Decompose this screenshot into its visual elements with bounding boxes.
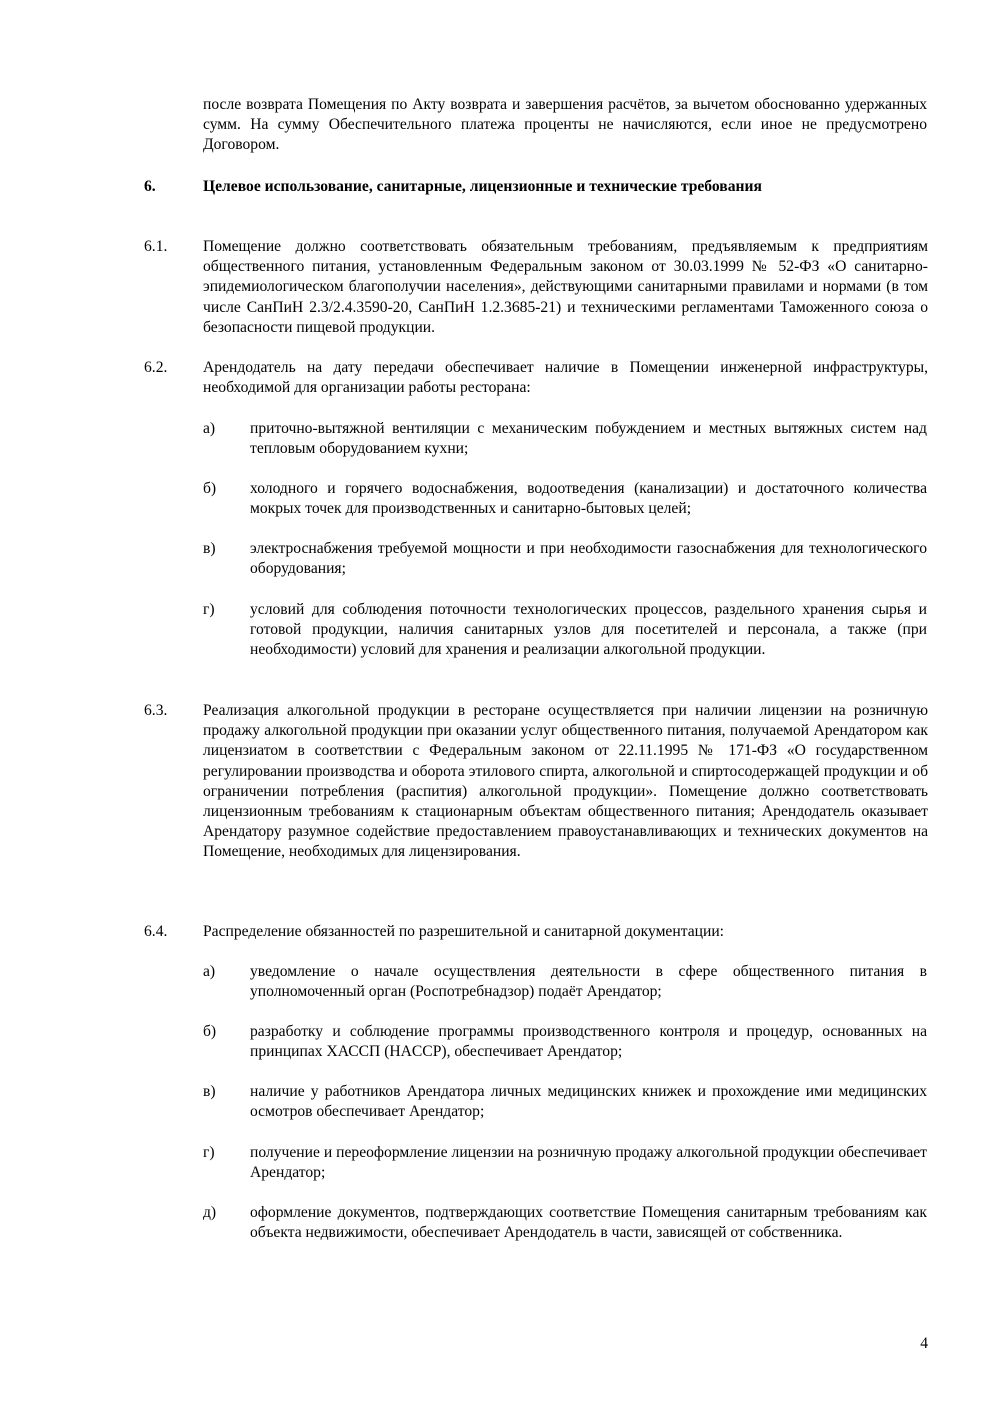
list-item-text: получение и переоформление лицензии на розничную продажу алкогольной продукции обеспечивает Арендатор;: [250, 1144, 927, 1182]
section-title: Целевое использование, санитарные, лицензионные и технические требования: [203, 178, 762, 195]
list-item-6-2-b: [203, 479, 927, 519]
list-item-letter: б): [203, 1023, 217, 1040]
list-item-text: холодного и горячего водоснабжения, водоотведения (канализации) и достаточного количества мокрых точек для производственных и санитарно-бытовых целей;: [250, 480, 927, 518]
list-item-letter: в): [203, 540, 216, 557]
list-item-6-4-d: [203, 1203, 927, 1243]
list-item-text: условий для соблюдения поточности технологических процессов, раздельного хранения сырья и готовой продукции, наличия санитарных узлов для посетителей и персонала, а также (при необходимости) условий для хранения и реализации алкогольной продукции.: [250, 601, 927, 659]
list-item-letter: г): [203, 1144, 215, 1161]
list-item-text: наличие у работников Арендатора личных медицинских книжек и прохождение ими медицинских осмотров обеспечивает Арендатор;: [250, 1083, 927, 1121]
list-item-letter: в): [203, 1083, 216, 1100]
section-number: 6.: [144, 178, 156, 195]
list-item-6-4-v: [203, 1082, 927, 1122]
list-item-text: разработку и соблюдение программы производственного контроля и процедур, основанных на принципах ХАССП (HACCP), обеспечивает Арендатор;: [250, 1023, 927, 1061]
list-item-letter: а): [203, 963, 216, 980]
list-item-6-2-a: [203, 419, 927, 459]
clause-6-1: [144, 237, 928, 338]
list-item-6-2-v: [203, 539, 927, 579]
clause-6-4: [144, 922, 928, 942]
clause-number: 6.2.: [144, 359, 168, 376]
list-item-text: электроснабжения требуемой мощности и при необходимости газоснабжения для технологического оборудования;: [250, 540, 927, 578]
clause-6-3: [144, 701, 928, 863]
clause-text: Реализация алкогольной продукции в ресторане осуществляется при наличии лицензии на розничную продажу алкогольной продукции при оказании услуг общественного питания, получаемой Арендатором как лицензиатом в соответствии с Федеральным законом от 22.11.1995 № 171-ФЗ «О государственном регулировании производства и оборота этилового спирта, алкогольной и спиртосодержащей продукции и об ограничении потребления (распития) алкогольной продукции». Помещение должно соответствовать лицензионным требованиям к стационарным объектам общественного питания; Арендодатель оказывает Арендатору разумное содействие предоставлением правоустанавливающих и технических документов на Помещение, необходимых для лицензирования.: [203, 702, 928, 861]
clause-6-2: [144, 358, 928, 398]
clause-number: 6.3.: [144, 702, 168, 719]
clause-number: 6.4.: [144, 923, 168, 940]
list-item-letter: б): [203, 480, 217, 497]
list-item-text: приточно-вытяжной вентиляции с механическим побуждением и местных вытяжных систем над тепловым оборудованием кухни;: [250, 420, 927, 458]
list-item-6-4-b: [203, 1022, 927, 1062]
list-item-6-2-g: [203, 600, 927, 661]
intro-paragraph: после возврата Помещения по Акту возврата и завершения расчётов, за вычетом обоснованно удержанных сумм. На сумму Обеспечительного платежа проценты не начисляются, если иное не предусмотрено Договором.: [203, 96, 927, 154]
list-item-6-4-a: [203, 962, 927, 1002]
list-item-text: уведомление о начале осуществления деятельности в сфере общественного питания в уполномоченный орган (Роспотребнадзор) подаёт Арендатор;: [250, 963, 927, 1001]
list-item-6-4-g: [203, 1143, 927, 1183]
list-item-letter: а): [203, 420, 216, 437]
clause-number: 6.1.: [144, 238, 168, 255]
list-item-letter: д): [203, 1204, 217, 1221]
clause-text: Помещение должно соответствовать обязательным требованиям, предъявляемым к предприятиям общественного питания, установленным Федеральным законом от 30.03.1999 № 52-ФЗ «О санитарно-эпидемиологическом благополучии населения», действующими санитарными правилами и нормами (в том числе СанПиН 2.3/2.4.3590-20, СанПиН 1.2.3685-21) и техническими регламентами Таможенного союза о безопасности пищевой продукции.: [203, 238, 928, 336]
clause-text: Арендодатель на дату передачи обеспечивает наличие в Помещении инженерной инфраструктуры, необходимой для организации работы ресторана:: [203, 359, 928, 397]
clause-text: Распределение обязанностей по разрешительной и санитарной документации:: [203, 923, 724, 940]
list-item-text: оформление документов, подтверждающих соответствие Помещения санитарным требованиям как объекта недвижимости, обеспечивает Арендодатель в части, зависящей от собственника.: [250, 1204, 927, 1242]
list-item-letter: г): [203, 601, 215, 618]
page-number: 4: [920, 1335, 928, 1352]
